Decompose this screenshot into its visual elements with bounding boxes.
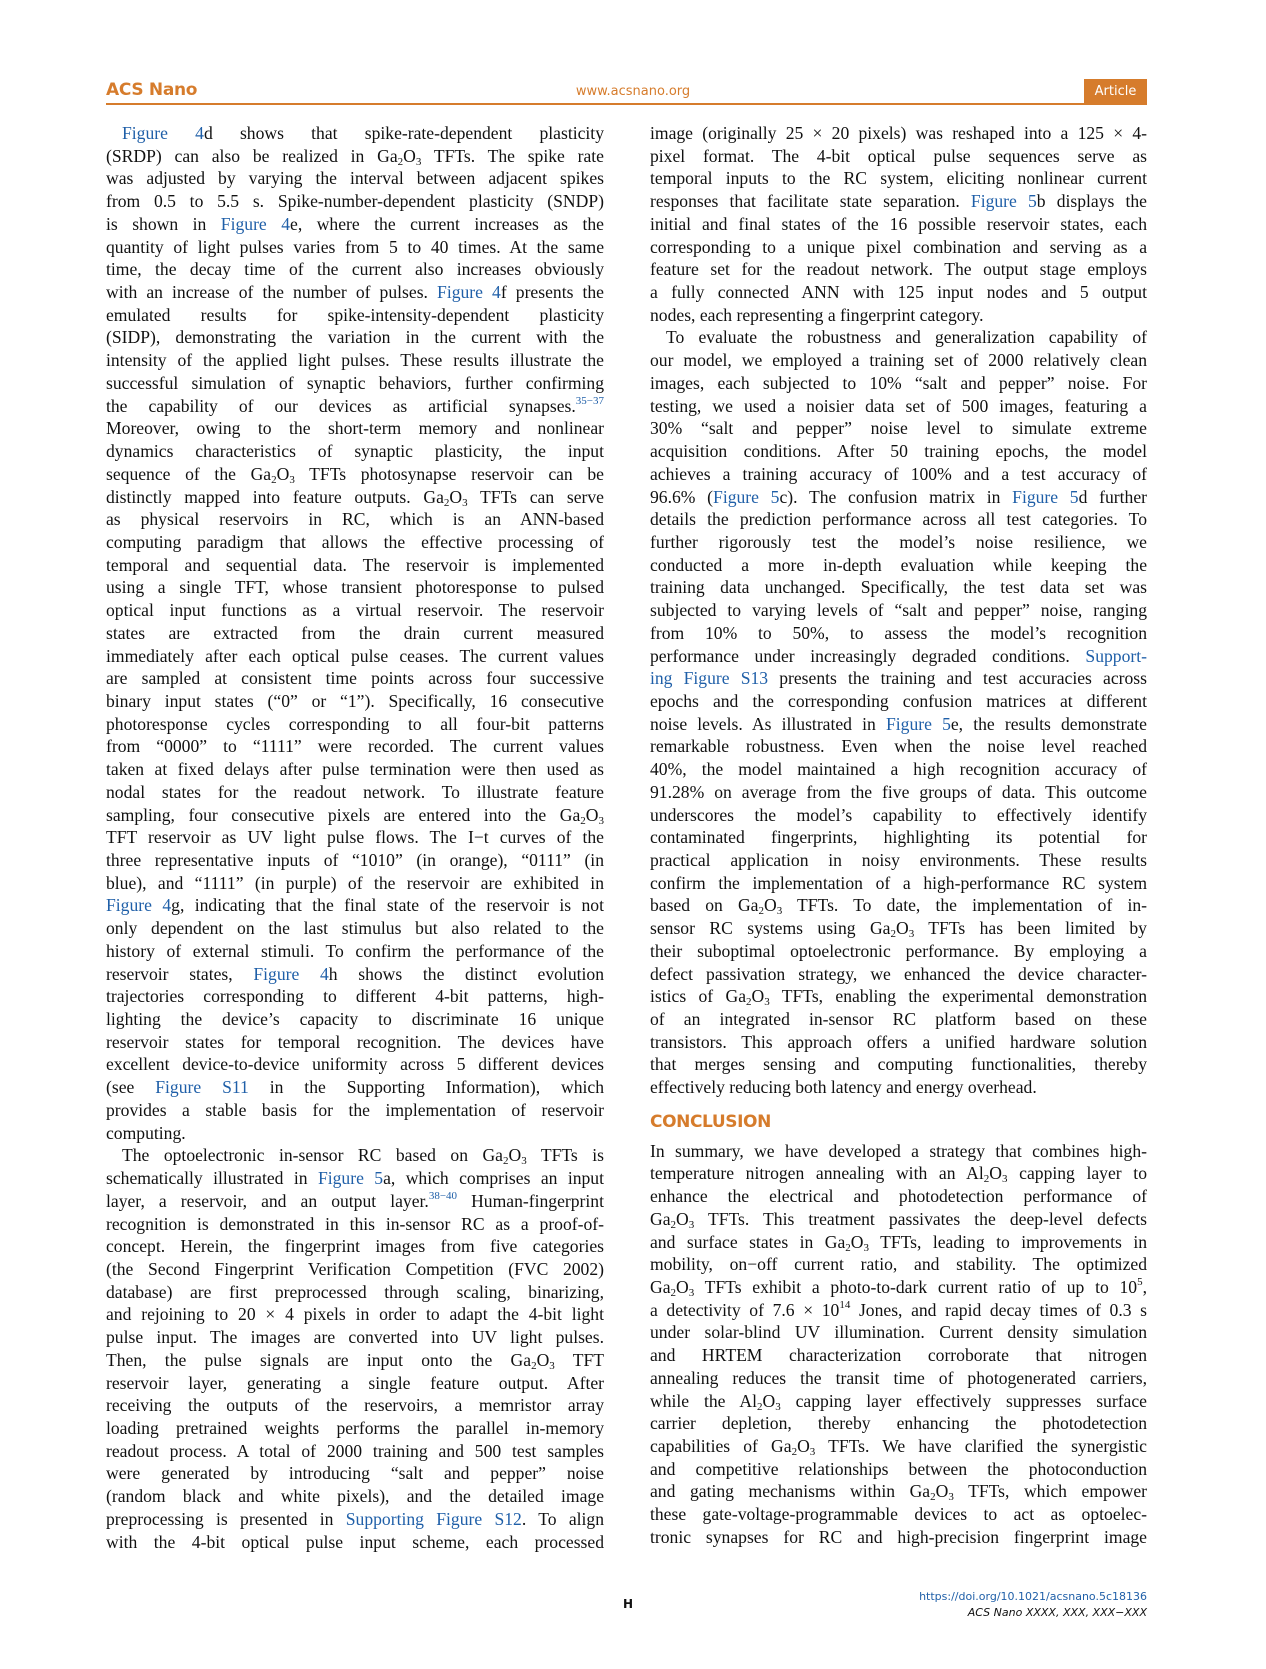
text-line: from “0000” to “1111” were recorded. The current values <box>106 736 604 757</box>
text-line: schematically illustrated in Figure 5a, which comprises an input <box>106 1168 604 1189</box>
figure-link[interactable]: Figure 5 <box>713 486 780 507</box>
text-line: Figure 4g, indicating that the final state of the reservoir is not <box>106 895 604 916</box>
text-line: annealing reduces the transit time of photogenerated carriers, <box>650 1367 1147 1388</box>
text-line: 40%, the model maintained a high recognition accuracy of <box>650 759 1147 780</box>
text-line: tronic synapses for RC and high-precision fingerprint image <box>650 1526 1147 1547</box>
right-column <box>650 122 1147 1549</box>
text-line: loading pretrained weights performs the parallel in-memory <box>106 1417 604 1438</box>
text-line: history of external stimuli. To confirm the performance of the <box>106 940 604 961</box>
text-line: temporal and sequential data. The reservoir is implemented <box>106 554 604 575</box>
text-line: TFT reservoir as UV light pulse flows. The I−t curves of the <box>106 827 604 848</box>
text-line: mobility, on−off current ratio, and stability. The optimized <box>650 1254 1147 1275</box>
text-line: pixel format. The 4-bit optical pulse sequences serve as <box>650 145 1147 166</box>
figure-link[interactable]: Figure 4 <box>106 895 172 916</box>
text-line: distinctly mapped into feature outputs. $Ga_2O_3$ TFTs can serve <box>106 486 604 509</box>
text-line: taken at fixed delays after pulse termination were then used as <box>106 759 604 780</box>
text-line: transistors. This approach offers a unified hardware solution <box>650 1031 1147 1052</box>
text-line: sensor RC systems using $Ga_2O_3$ TFTs has been limited by <box>650 918 1147 941</box>
text-line: feature set for the readout network. The output stage employs <box>650 259 1147 280</box>
text-line: dynamics characteristics of synaptic plasticity, the input <box>106 441 604 462</box>
text-line: and gating mechanisms within $Ga_2O_3$ TFTs, which empower <box>650 1481 1147 1504</box>
text-line: subjected to varying levels of “salt and pepper” noise, ranging <box>650 600 1147 621</box>
text-line: as physical reservoirs in RC, which is an ANN-based <box>106 509 604 530</box>
figure-link[interactable]: Figure 5 <box>885 713 951 734</box>
text-line: image (originally 25 × 20 pixels) was reshaped into a 125 × 4- <box>650 123 1147 143</box>
text-line: temperature nitrogen annealing with an $Al_2O_3$ capping layer to <box>650 1163 1147 1186</box>
text-line: Figure 4d shows that spike-rate-dependent plasticity <box>122 123 604 143</box>
text-line: training data unchanged. Specifically, the test data set was <box>650 577 1147 598</box>
text-line: from 10% to 50%, to assess the model’s recognition <box>650 622 1147 643</box>
text-line: our model, we employed a training set of 2000 relatively clean <box>650 350 1147 371</box>
text-line: 30% “salt and pepper” noise level to simulate extreme <box>650 418 1147 439</box>
text-line: capabilities of $Ga_2O_3$ TFTs. We have clarified the synergistic <box>650 1435 1147 1458</box>
text-line: readout process. A total of 2000 training and 500 test samples <box>106 1440 604 1461</box>
text-line: istics of $Ga_2O_3$ TFTs, enabling the experimental demonstration <box>650 986 1147 1009</box>
citation-line: ACS Nano XXXX, XXX, XXX−XXX <box>967 1606 1147 1619</box>
text-line: practical application in noisy environments. These results <box>650 850 1147 870</box>
text-line: 91.28% on average from the five groups of data. This outcome <box>650 781 1147 802</box>
text-line: successful simulation of synaptic behaviors, further confirming <box>106 372 604 393</box>
text-line: and rejoining to 20 × 4 pixels in order to adapt the 4-bit light <box>106 1304 604 1325</box>
text-line: intensity of the applied light pulses. These results illustrate the <box>106 350 604 371</box>
text-line: with the 4-bit optical pulse input scheme, each processed <box>106 1531 604 1552</box>
text-line: time, the decay time of the current also increases obviously <box>106 259 604 280</box>
text-line: nodes, each representing a fingerprint category. <box>650 304 984 325</box>
text-line: using a single TFT, whose transient photoresponse to pulsed <box>106 577 604 598</box>
text-line: excellent device-to-device uniformity across 5 different devices <box>106 1054 604 1075</box>
page-number: H <box>623 1597 634 1611</box>
text-line: conducted a more in-depth evaluation while keeping the <box>650 554 1147 575</box>
text-line: recognition is demonstrated in this in-sensor RC as a proof-of- <box>106 1213 604 1234</box>
text-line: and surface states in $Ga_2O_3$ TFTs, leading to improvements in <box>650 1231 1147 1254</box>
figure-link[interactable]: Figure 4 <box>220 213 291 234</box>
text-line: only dependent on the last stimulus but also related to the <box>106 918 604 939</box>
section-heading-conclusion: CONCLUSION <box>650 1111 771 1132</box>
conclusion-body <box>650 1140 1147 1549</box>
journal-name: ACS Nano <box>106 80 198 100</box>
text-line: emulated results for spike-intensity-dependent plasticity <box>106 304 604 325</box>
text-line: were generated by introducing “salt and pepper” noise <box>106 1463 604 1484</box>
text-line: defect passivation strategy, we enhanced the device character- <box>650 963 1147 984</box>
text-line: are sampled at consistent time points across four successive <box>106 668 604 689</box>
article-type-badge: Article <box>1084 79 1147 104</box>
text-line: $Ga_2O_3$ TFTs exhibit a photo-to-dark current ratio of up to $10^5$, <box>650 1275 1147 1299</box>
text-line: layer, a reservoir, and an output layer.$^{38-40}$ Human-fingerprint <box>106 1189 604 1211</box>
text-line: and HRTEM characterization corroborate that nitrogen <box>650 1345 1147 1366</box>
figure-link[interactable]: Figure 5 <box>970 191 1037 212</box>
text-line: testing, we used a noisier data set of 500 images, featuring a <box>650 395 1147 416</box>
text-line: reservoir states, Figure 4h shows the distinct evolution <box>106 963 604 984</box>
figure-link[interactable]: Figure 5 <box>317 1168 384 1189</box>
text-line: contaminated fingerprints, highlighting its potential for <box>650 827 1147 848</box>
header-rule <box>106 103 1147 105</box>
text-line: of an integrated in-sensor RC platform based on these <box>650 1009 1147 1030</box>
figure-link[interactable]: ing Figure S13 <box>650 668 769 689</box>
text-line: noise levels. As illustrated in Figure 5e, the results demonstrate <box>650 713 1147 734</box>
text-line: quantity of light pulses varies from 5 to 40 times. At the same <box>106 236 604 257</box>
text-line: sampling, four consecutive pixels are entered into the $Ga_2O_3$ <box>106 804 604 827</box>
text-line: a detectivity of $7.6 \times 10^{14}$ Jones, and rapid decay times of 0.3 s <box>650 1298 1147 1320</box>
text-line: (the Second Fingerprint Verification Competition (FVC 2002) <box>106 1258 604 1279</box>
text-line: nodal states for the readout network. To illustrate feature <box>106 781 604 802</box>
text-line: computing. <box>106 1122 186 1143</box>
text-line: optical input functions as a virtual reservoir. The reservoir <box>106 600 604 621</box>
figure-link[interactable]: Support- <box>1085 645 1147 666</box>
text-line: was adjusted by varying the interval between adjacent spikes <box>106 168 604 189</box>
text-line: $Ga_2O_3$ TFTs. This treatment passivates the deep-level defects <box>650 1208 1147 1231</box>
doi-link[interactable]: https://doi.org/10.1021/acsnano.5c18136 <box>919 1590 1147 1603</box>
text-line: further rigorously test the model’s noise resilience, we <box>650 531 1147 552</box>
text-line: photoresponse cycles corresponding to all four-bit patterns <box>106 713 604 734</box>
text-line: their suboptimal optoelectronic performance. By employing a <box>650 940 1147 961</box>
text-line: that merges sensing and computing functionalities, thereby <box>650 1054 1147 1075</box>
text-line: is shown in Figure 4e, where the current increases as the <box>106 213 604 234</box>
text-line: acquisition conditions. After 50 training epochs, the model <box>650 441 1147 462</box>
text-line: database) are first preprocessed through scaling, binarizing, <box>106 1281 604 1302</box>
text-line: achieves a training accuracy of 100% and a test accuracy of <box>650 463 1147 484</box>
text-line: corresponding to a unique pixel combination and serving as a <box>650 236 1147 257</box>
right-column-body <box>650 122 1147 1099</box>
text-line: sequence of the $Ga_2O_3$ TFTs photosynapse reservoir can be <box>106 463 604 486</box>
text-line: To evaluate the robustness and generalization capability of <box>666 327 1147 348</box>
text-line: images, each subjected to 10% “salt and pepper” noise. For <box>650 372 1147 393</box>
text-line: and competitive relationships between the photoconduction <box>650 1458 1147 1479</box>
journal-url-link[interactable]: www.acsnano.org <box>575 84 691 99</box>
text-line: In summary, we have developed a strategy that combines high- <box>650 1140 1147 1161</box>
text-line: underscores the model’s capability to effectively identify <box>650 804 1147 825</box>
text-line: based on $Ga_2O_3$ TFTs. To date, the implementation of in- <box>650 895 1147 918</box>
text-line: temporal inputs to the RC system, eliciting nonlinear current <box>650 168 1147 189</box>
text-line: preprocessing is presented in Supporting Figure S12. To align <box>106 1508 605 1529</box>
text-line: binary input states (“0” or “1”). Specifically, 16 consecutive <box>106 690 604 711</box>
figure-link[interactable]: Figure S11 <box>155 1077 249 1098</box>
text-line: from 0.5 to 5.5 s. Spike-number-dependent plasticity (SNDP) <box>106 191 604 212</box>
text-line: effectively reducing both latency and energy overhead. <box>650 1077 1037 1098</box>
figure-link[interactable]: Supporting Figure S12 <box>345 1508 522 1529</box>
text-line: details the prediction performance across all test categories. To <box>650 509 1147 530</box>
text-line: pulse input. The images are converted into UV light pulses. <box>106 1327 604 1348</box>
text-line: immediately after each optical pulse ceases. The current values <box>106 645 604 666</box>
text-line: these gate-voltage-programmable devices to act as optoelec- <box>650 1504 1147 1525</box>
text-line: under solar-blind UV illumination. Current density simulation <box>650 1322 1147 1343</box>
text-line: (SIDP), demonstrating the variation in the current with the <box>106 327 604 348</box>
text-line: reservoir states for temporal recognition. The devices have <box>106 1031 604 1052</box>
text-line: lighting the device’s capacity to discriminate 16 unique <box>106 1009 604 1030</box>
text-line: while the $Al_2O_3$ capping layer effectively suppresses surface <box>650 1390 1147 1413</box>
text-line: computing paradigm that allows the effective processing of <box>106 531 604 552</box>
text-line: reservoir layer, generating a single feature output. After <box>106 1372 604 1393</box>
text-line: trajectories corresponding to different 4-bit patterns, high- <box>106 986 604 1007</box>
figure-link[interactable]: Figure 4 <box>437 282 501 303</box>
text-line: confirm the implementation of a high-performance RC system <box>650 872 1147 893</box>
text-line: Then, the pulse signals are input onto the $Ga_2O_3$ TFT <box>106 1349 605 1372</box>
text-line: carrier depletion, thereby enhancing the photodetection <box>650 1413 1147 1434</box>
text-line: receiving the outputs of the reservoirs, a memristor array <box>106 1395 604 1416</box>
text-line: enhance the electrical and photodetection performance of <box>650 1186 1147 1207</box>
text-line: performance under increasingly degraded conditions. Support- <box>650 645 1147 666</box>
text-line: (random black and white pixels), and the detailed image <box>106 1486 604 1507</box>
text-line: 96.6% (Figure 5c). The confusion matrix in Figure 5d further <box>650 486 1147 507</box>
figure-link[interactable]: Figure 5 <box>1012 486 1079 507</box>
text-line: Moreover, owing to the short-term memory and nonlinear <box>106 418 604 439</box>
text-line: a fully connected ANN with 125 input nodes and 5 output <box>650 282 1147 303</box>
text-line: provides a stable basis for the implementation of reservoir <box>106 1099 604 1120</box>
text-line: blue), and “1111” (in purple) of the reservoir are exhibited in <box>106 872 604 893</box>
text-line: three representative inputs of “1010” (in orange), “0111” (in <box>106 850 604 870</box>
text-line: concept. Herein, the fingerprint images from five categories <box>106 1236 604 1257</box>
text-line: epochs and the corresponding confusion matrices at different <box>650 690 1147 711</box>
text-line: (SRDP) can also be realized in $Ga_2O_3$ TFTs. The spike rate <box>106 145 604 168</box>
text-line: responses that facilitate state separation. Figure 5b displays the <box>650 191 1147 212</box>
figure-link[interactable]: Figure 4 <box>122 123 204 143</box>
text-line: (see Figure S11 in the Supporting Information), which <box>106 1077 604 1098</box>
text-line: with an increase of the number of pulses. Figure 4f presents the <box>106 282 604 303</box>
text-line: initial and final states of the 16 possible reservoir states, each <box>650 213 1147 234</box>
reference-link[interactable]: 38−40 <box>428 1189 458 1202</box>
text-line: ing Figure S13 presents the training and test accuracies across <box>650 668 1147 689</box>
text-line: The optoelectronic in-sensor RC based on $Ga_2O_3$ TFTs is <box>122 1145 604 1168</box>
left-column <box>106 122 604 1553</box>
figure-link[interactable]: Figure 4 <box>253 963 329 984</box>
text-line: remarkable robustness. Even when the noise level reached <box>650 736 1147 757</box>
text-line: states are extracted from the drain current measured <box>106 622 604 643</box>
text-line: the capability of our devices as artificial synapses.$^{35-37}$ <box>106 394 604 416</box>
reference-link[interactable]: 35−37 <box>575 394 604 407</box>
